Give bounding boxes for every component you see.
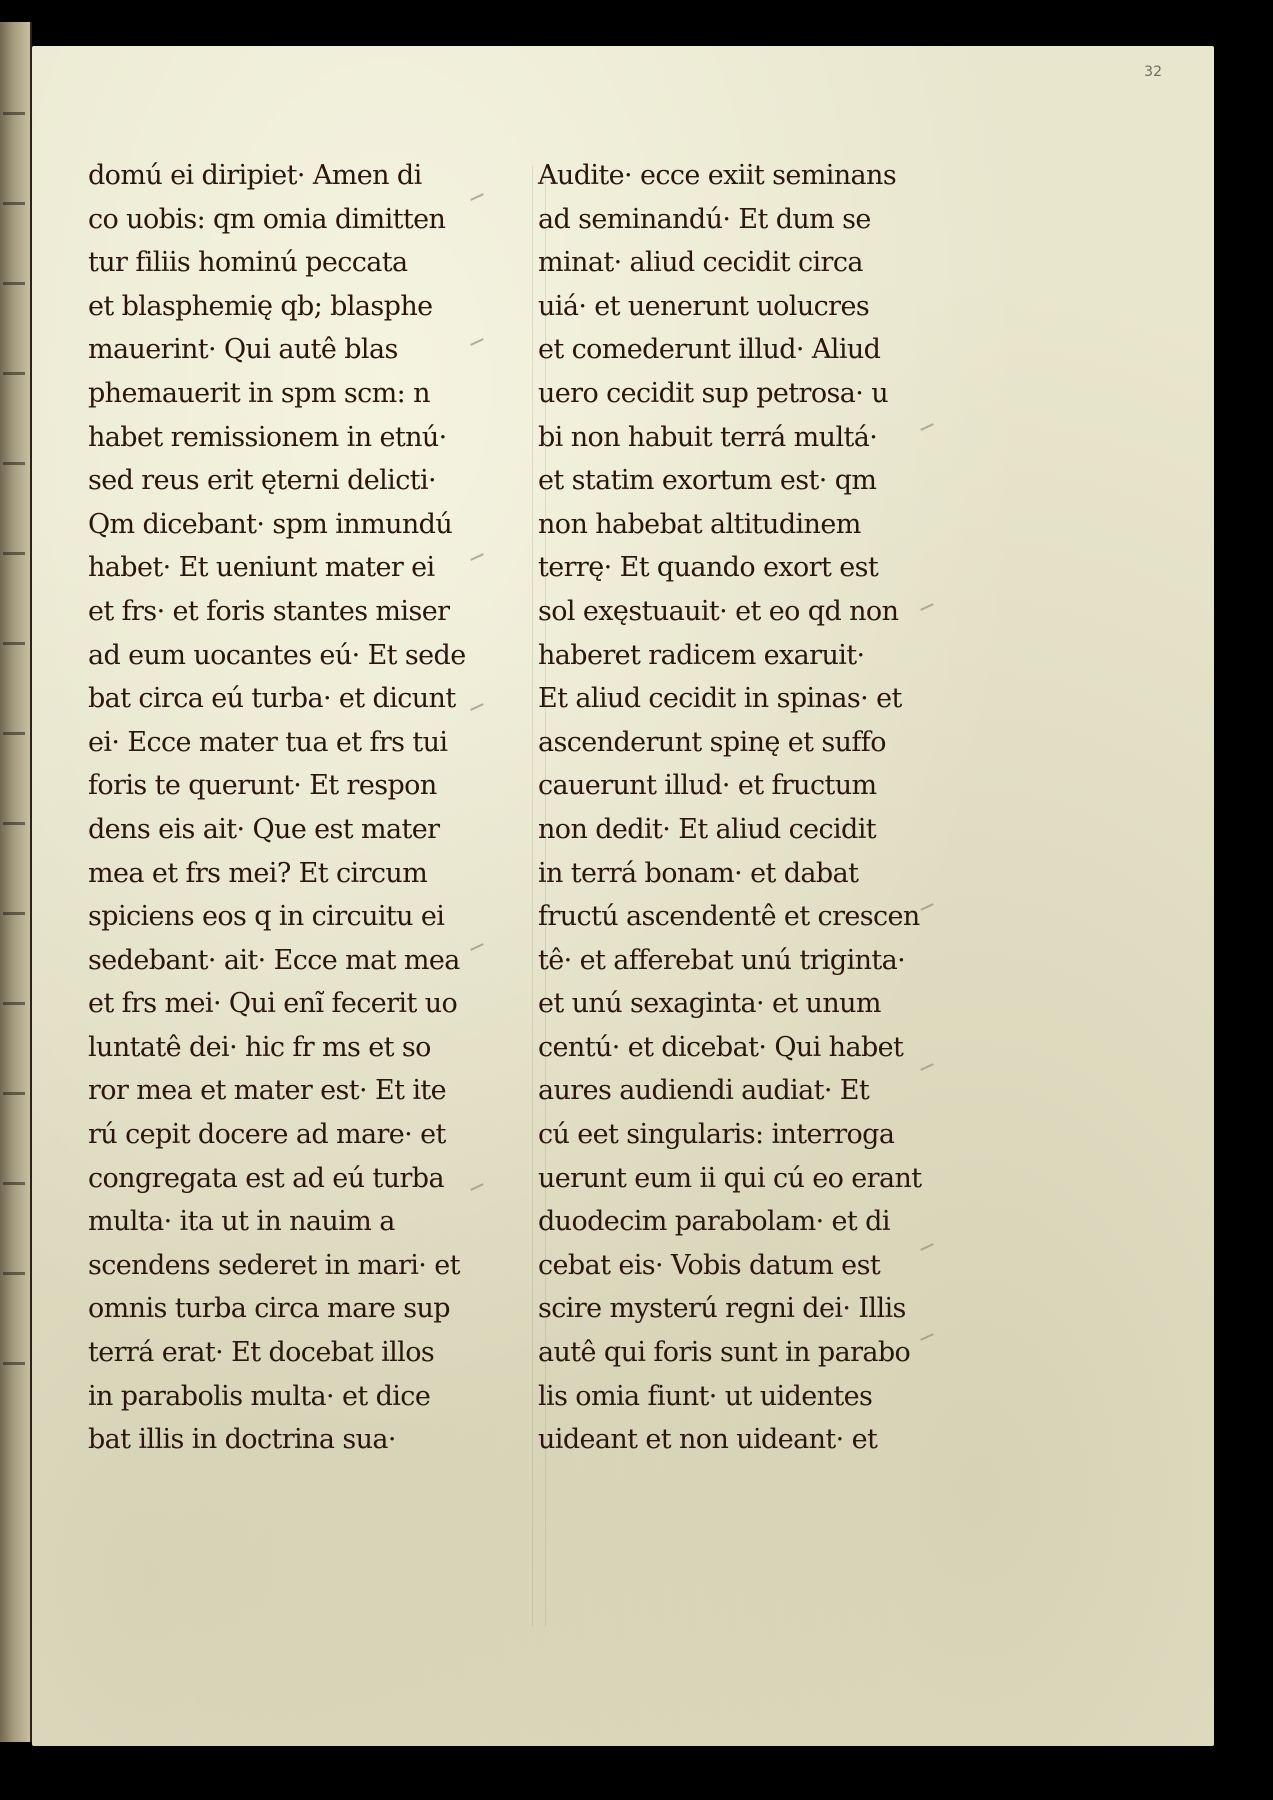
left-text-column bbox=[88, 154, 466, 1462]
text-line: et statim exortum est· qm bbox=[538, 465, 877, 497]
text-line: spiciens eos q in circuitu ei bbox=[88, 901, 445, 933]
text-line: in terrá bonam· et dabat bbox=[538, 857, 859, 889]
margin-pen-tick bbox=[920, 1243, 934, 1251]
text-line: omnis turba circa mare sup bbox=[88, 1293, 450, 1325]
text-line: et unú sexaginta· et unum bbox=[538, 988, 881, 1020]
text-line: minat· aliud cecidit circa bbox=[538, 247, 863, 279]
margin-pen-tick bbox=[470, 553, 484, 561]
text-line: uideant et non uideant· et bbox=[538, 1424, 878, 1456]
folio-number: 32 bbox=[1144, 64, 1162, 80]
text-line: bat circa eú turba· et dicunt bbox=[88, 683, 456, 715]
text-line: et blasphemię qb; blasphe bbox=[88, 290, 433, 322]
text-line: ei· Ecce mater tua et frs tui bbox=[88, 726, 448, 758]
text-line: bi non habuit terrá multá· bbox=[538, 421, 878, 453]
text-line: sol exęstuauit· et eo qd non bbox=[538, 595, 899, 627]
text-line: fructú ascendentê et crescen bbox=[538, 901, 920, 933]
text-line: haberet radicem exaruit· bbox=[538, 639, 865, 671]
text-line: aures audiendi audiat· Et bbox=[538, 1075, 870, 1107]
text-line: cú eet singularis: interroga bbox=[538, 1119, 895, 1151]
text-line: et frs mei· Qui enĩ fecerit uo bbox=[88, 988, 458, 1020]
text-line: tê· et afferebat unú triginta· bbox=[538, 944, 906, 976]
text-line: autê qui foris sunt in parabo bbox=[538, 1337, 911, 1369]
text-line: ascenderunt spinę et suffo bbox=[538, 726, 886, 758]
text-line: mauerint· Qui autê blas bbox=[88, 334, 398, 366]
text-line: sed reus erit ęterni delicti· bbox=[88, 465, 437, 497]
text-line: tur filiis hominú peccata bbox=[88, 247, 408, 279]
margin-pen-tick bbox=[470, 943, 484, 951]
text-line: terrę· Et quando exort est bbox=[538, 552, 879, 584]
text-line: uiá· et uenerunt uolucres bbox=[538, 290, 870, 322]
text-line: sedebant· ait· Ecce mat mea bbox=[88, 944, 460, 976]
manuscript-folio bbox=[32, 46, 1214, 1746]
text-line: ad seminandú· Et dum se bbox=[538, 203, 871, 235]
text-line: et frs· et foris stantes miser bbox=[88, 595, 450, 627]
margin-pen-tick bbox=[920, 1333, 934, 1341]
text-line: non dedit· Et aliud cecidit bbox=[538, 813, 877, 845]
text-line: bat illis in doctrina sua· bbox=[88, 1424, 396, 1456]
text-line: multa· ita ut in nauim a bbox=[88, 1206, 395, 1238]
text-line: domú ei diripiet· Amen di bbox=[88, 160, 422, 191]
text-line: ror mea et mater est· Et ite bbox=[88, 1075, 446, 1107]
text-line: uerunt eum ii qui cú eo erant bbox=[538, 1162, 922, 1194]
text-line: Qm dicebant· spm inmundú bbox=[88, 508, 453, 540]
text-line: lis omia fiunt· ut uidentes bbox=[538, 1380, 873, 1412]
text-line: scendens sederet in mari· et bbox=[88, 1249, 460, 1281]
text-line: foris te querunt· Et respon bbox=[88, 770, 437, 802]
text-line: rú cepit docere ad mare· et bbox=[88, 1119, 446, 1151]
margin-pen-tick bbox=[920, 603, 934, 611]
text-line: ad eum uocantes eú· Et sede bbox=[88, 639, 466, 671]
text-line: Audite· ecce exiit seminans bbox=[538, 160, 897, 191]
text-line: centú· et dicebat· Qui habet bbox=[538, 1031, 904, 1063]
text-line: uero cecidit sup petrosa· u bbox=[538, 377, 889, 409]
margin-pen-tick bbox=[920, 423, 934, 431]
text-line: luntatê dei· hic fr ms et so bbox=[88, 1031, 431, 1063]
right-text-column bbox=[538, 154, 922, 1462]
text-line: habet· Et ueniunt mater ei bbox=[88, 552, 435, 584]
text-line: co uobis: qm omia dimitten bbox=[88, 203, 446, 235]
text-line: phemauerit in spm scm: n bbox=[88, 377, 430, 409]
text-line: et comederunt illud· Aliud bbox=[538, 334, 881, 366]
margin-pen-tick bbox=[920, 1063, 934, 1071]
margin-pen-tick bbox=[470, 338, 484, 346]
text-line: scire mysterú regni dei· Illis bbox=[538, 1293, 906, 1325]
text-line: in parabolis multa· et dice bbox=[88, 1380, 431, 1412]
text-line: habet remissionem in etnú· bbox=[88, 421, 447, 453]
text-line: duodecim parabolam· et di bbox=[538, 1206, 890, 1238]
margin-pen-tick bbox=[470, 1183, 484, 1191]
margin-pen-tick bbox=[470, 703, 484, 711]
column-ruling-line bbox=[532, 166, 533, 1626]
text-line: non habebat altitudinem bbox=[538, 508, 861, 540]
text-line: terrá erat· Et docebat illos bbox=[88, 1337, 435, 1369]
margin-pen-tick bbox=[470, 193, 484, 201]
text-line: dens eis ait· Que est mater bbox=[88, 813, 440, 845]
text-line: Et aliud cecidit in spinas· et bbox=[538, 683, 902, 715]
text-line: cebat eis· Vobis datum est bbox=[538, 1249, 881, 1281]
margin-pen-tick bbox=[920, 903, 934, 911]
text-line: mea et frs mei? Et circum bbox=[88, 857, 428, 889]
text-line: cauerunt illud· et fructum bbox=[538, 770, 877, 802]
text-line: congregata est ad eú turba bbox=[88, 1162, 444, 1194]
facing-page-edge bbox=[0, 22, 32, 1742]
